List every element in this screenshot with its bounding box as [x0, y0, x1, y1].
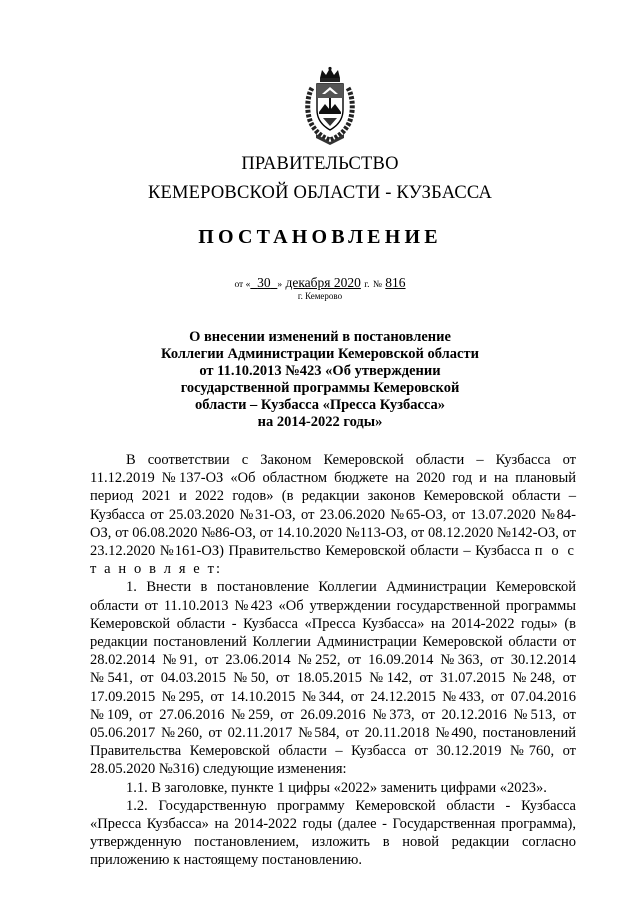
government-name-line1: ПРАВИТЕЛЬСТВО	[241, 154, 399, 174]
date-day: 30	[257, 275, 271, 290]
document-city: г. Кемерово	[297, 291, 343, 301]
title-line: О внесении изменений в постановление	[189, 329, 451, 345]
title-line: государственной программы Кемеровской	[180, 380, 460, 396]
paragraph-item-1-1: 1.1. В заголовке, пункте 1 цифры «2022» заменить цифрами «2023».	[126, 779, 547, 796]
document-body	[90, 451, 576, 870]
document-title	[0, 329, 640, 431]
date-year-suffix: г.	[364, 280, 370, 290]
date-mid: »	[277, 280, 283, 290]
document-type-heading: ПОСТАНОВЛЕНИЕ	[198, 226, 442, 248]
document-number: 816	[385, 275, 406, 290]
number-sign: №	[372, 280, 382, 290]
intro-text: В соответствии с Законом Кемеровской области – Кузбасса от 11.12.2019 №137-ОЗ «Об областном бюджете на 2020 год и на плановый период 2021 и 2022 годов» (в редакции законов Кемеровской области – Кузбасса от 25.03.2020 №31-ОЗ, от 23.06.2020 №65-ОЗ, от 13.07.2020 №84-ОЗ, от 06.08.2020 №86-ОЗ, от 14.10.2020 №113-ОЗ, от 08.12.2020 №142-ОЗ, от 23.12.2020 №161-ОЗ) Правительство Кемеровской области – Кузбасса	[90, 452, 576, 560]
date-month-year: декабря 2020	[285, 275, 361, 290]
paragraph-item-1-2: 1.2. Государственную программу Кемеровской области - Кузбасса «Пресса Кузбасса» на 2014-2022 годы (далее - Государственная программа), утвержденную постановлением, изложить в новой редакции согласно приложению к настоящему постановлению.	[90, 797, 576, 869]
coat-of-arms-icon	[302, 66, 358, 146]
title-line: области – Кузбасса «Пресса Кузбасса»	[195, 397, 445, 413]
paragraph-item-1: 1. Внести в постановление Коллегии Администрации Кемеровской области от 11.10.2013 №423 «Об утверждении государственной программы Кемеровской области - Кузбасса «Пресса Кузбасса» на 2014-2022 годы» (в редакции постановлений Коллегии Администрации Кемеровской области от 28.02.2014 №91, от 23.06.2014 №252, от 16.09.2014 №363, от 30.12.2014 №541, от 04.03.2015 №50, от 18.05.2015 №142, от 31.07.2015 №248, от 17.09.2015 №295, от 14.10.2015 №344, от 24.12.2015 №433, от 07.04.2016 №109, от 27.06.2016 №259, от 26.09.2016 №373, от 20.12.2016 №513, от 05.06.2017 №260, от 02.11.2017 №584, от 20.11.2018 №490, постановлений Правительства Кемеровской области – Кузбасса от 30.12.2019 №760, от 28.05.2020 №316) следующие изменения:	[90, 579, 576, 778]
title-line: на 2014-2022 годы»	[257, 414, 383, 430]
resolves-word: п о с т а н о в л я е т:	[90, 543, 577, 578]
title-line: Коллегии Администрации Кемеровской области	[161, 346, 479, 362]
title-line: от 11.10.2013 №423 «Об утверждении	[199, 363, 441, 379]
document-date-line	[0, 275, 640, 291]
date-prefix: от «	[234, 280, 251, 290]
government-name-line2: КЕМЕРОВСКОЙ ОБЛАСТИ - КУЗБАССА	[147, 183, 493, 203]
paragraph-intro	[90, 451, 576, 578]
